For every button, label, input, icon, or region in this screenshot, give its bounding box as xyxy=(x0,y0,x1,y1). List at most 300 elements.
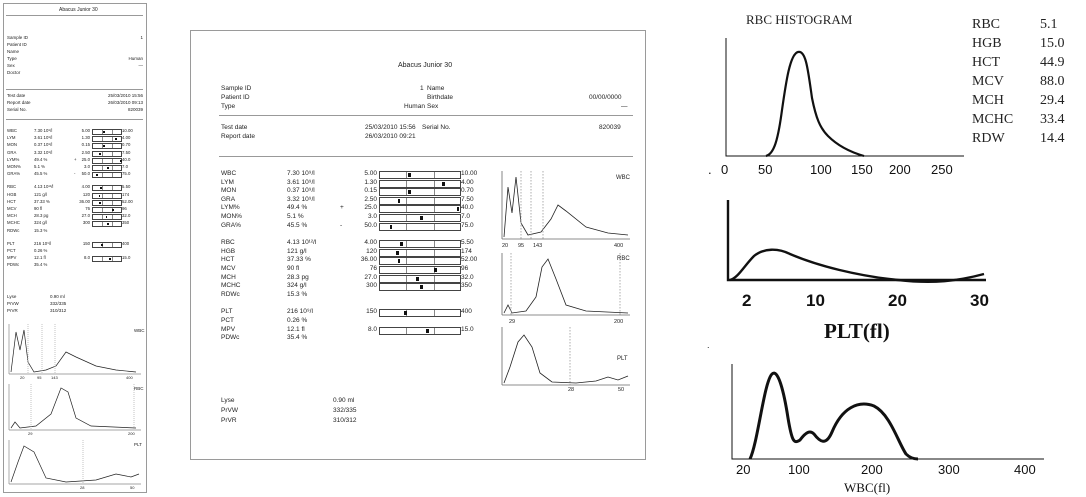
range-marker xyxy=(107,223,109,225)
index-value: 15.0 xyxy=(1040,36,1065,51)
param-value: 49.4 % xyxy=(34,156,48,162)
svg-text:29: 29 xyxy=(509,319,516,325)
range-marker xyxy=(112,209,114,211)
range-marker xyxy=(404,311,407,315)
label-sample-id: Sample ID xyxy=(221,85,252,92)
param-name: MCV xyxy=(221,265,236,272)
param-value: 35.4 % xyxy=(34,262,48,268)
param-flag: - xyxy=(340,221,343,229)
param-value: 15.3 % xyxy=(34,227,48,233)
param-name: MON xyxy=(221,187,237,195)
small-wbc-label: WBC xyxy=(134,328,145,333)
range-marker xyxy=(115,138,117,140)
param-low: 1.30 xyxy=(81,135,90,141)
param-name: RDWc xyxy=(221,290,240,298)
small-report-page xyxy=(3,3,147,493)
small-lyse-label: Lyse xyxy=(7,294,17,299)
svg-text:2: 2 xyxy=(742,291,752,310)
value-test-date: 25/03/2010 15:56 xyxy=(365,124,416,131)
small-label-patient-id: Patient ID xyxy=(7,42,27,47)
index-value: 33.4 xyxy=(1040,112,1065,127)
report-page xyxy=(190,30,646,460)
param-value: 3.61 10⁹/l xyxy=(287,178,315,186)
param-value: 121 g/l xyxy=(287,247,307,255)
small-prvw-value: 332/335 xyxy=(50,301,67,306)
param-low: 2.50 xyxy=(81,149,90,155)
rbc-histogram-chart xyxy=(708,10,966,190)
param-high: 5.50 xyxy=(122,184,131,190)
param-name: MCHC xyxy=(221,282,241,290)
small-label-sample-id: Sample ID xyxy=(7,35,29,40)
label-report-date: Report date xyxy=(221,133,255,140)
range-bar xyxy=(92,136,122,142)
param-value: 121 g/l xyxy=(34,191,47,197)
param-high: 52.00 xyxy=(461,256,478,264)
param-high: 7.50 xyxy=(461,195,474,203)
param-flag: + xyxy=(74,156,77,162)
prvr-value: 310/312 xyxy=(333,417,357,424)
index-name: HGB xyxy=(972,36,1002,51)
rbc-histogram xyxy=(502,253,630,325)
param-low: 25.0 xyxy=(364,204,377,212)
param-low: 0.15 xyxy=(364,187,377,195)
param-value: 324 g/l xyxy=(34,220,47,226)
small-label-doctor: Doctor xyxy=(7,70,21,75)
param-high: 7.50 xyxy=(122,149,131,155)
svg-text:250: 250 xyxy=(931,162,953,177)
param-value: 0.26 % xyxy=(34,248,48,253)
param-value: 90 fl xyxy=(287,265,300,272)
param-value: 7.30 10⁹/l xyxy=(287,170,315,177)
param-high: 40.0 xyxy=(461,204,474,212)
svg-text:.: . xyxy=(708,162,712,177)
param-high: 96 xyxy=(461,265,469,272)
range-bar xyxy=(92,200,122,206)
param-high: 5.50 xyxy=(461,239,474,247)
small-value-sample-id: 1 xyxy=(140,35,143,40)
svg-text:20: 20 xyxy=(736,462,751,477)
range-bar xyxy=(379,327,461,335)
index-value: 5.1 xyxy=(1040,17,1058,32)
param-name: LYM xyxy=(7,135,16,141)
value-type: Human xyxy=(404,103,425,110)
label-patient-id: Patient ID xyxy=(221,94,250,101)
param-value: 216 10⁹/l xyxy=(287,308,313,316)
range-bar xyxy=(92,165,122,171)
plt-histogram xyxy=(502,327,630,393)
index-name: MCH xyxy=(972,93,1004,108)
param-value: 3.61 10⁹/l xyxy=(34,135,53,141)
range-bar xyxy=(92,207,122,213)
param-name: MON% xyxy=(221,213,242,220)
wbc-axis-ticks xyxy=(736,462,1036,477)
svg-text:50: 50 xyxy=(758,162,773,177)
range-marker xyxy=(442,182,445,186)
range-marker xyxy=(100,187,102,189)
param-value: 7.30 10⁹/l xyxy=(34,128,53,133)
param-value: 15.3 % xyxy=(287,290,308,298)
param-value: 324 g/l xyxy=(287,282,307,290)
range-marker xyxy=(416,277,419,281)
plt-xlabel: PLT(fl) xyxy=(824,319,890,343)
param-high: 96 xyxy=(122,206,127,211)
range-bar xyxy=(379,171,461,179)
param-name: HCT xyxy=(221,256,235,264)
param-low: 27.0 xyxy=(364,273,377,281)
param-high: 32.0 xyxy=(122,213,131,219)
svg-text:0: 0 xyxy=(721,162,729,177)
small-label-sex: Sex xyxy=(7,63,15,68)
svg-text:20: 20 xyxy=(20,375,25,380)
svg-text:400: 400 xyxy=(614,243,624,249)
small-prvr-value: 310/312 xyxy=(50,308,67,313)
param-high: 350 xyxy=(461,282,472,290)
range-bar xyxy=(379,205,461,213)
range-marker xyxy=(457,207,460,211)
param-low: 300 xyxy=(366,282,377,290)
param-value: 4.13 10¹²/l xyxy=(34,184,54,190)
param-low: 3.0 xyxy=(84,164,90,169)
param-name: LYM% xyxy=(7,156,20,162)
range-bar xyxy=(379,223,461,231)
param-name: MON xyxy=(7,142,18,148)
param-name: PLT xyxy=(221,308,233,316)
small-prvr-label: PrVR xyxy=(7,308,18,313)
small-label-type: Type xyxy=(7,56,17,61)
param-low: 25.0 xyxy=(81,156,90,162)
index-value: 29.4 xyxy=(1040,93,1065,108)
param-name: RBC xyxy=(221,239,235,247)
param-name: GRA xyxy=(7,149,17,155)
svg-text:50: 50 xyxy=(618,387,625,393)
param-high: 174 xyxy=(122,191,130,197)
param-low: 120 xyxy=(366,247,377,255)
svg-text:150: 150 xyxy=(851,162,873,177)
range-marker xyxy=(390,225,393,229)
param-name: HCT xyxy=(7,198,16,204)
param-flag: + xyxy=(340,204,344,212)
report-title: Abacus Junior 30 xyxy=(398,62,453,69)
prvw-label: PrVW xyxy=(221,407,238,414)
range-marker xyxy=(408,190,411,194)
svg-text:30: 30 xyxy=(970,291,989,310)
label-name: Name xyxy=(427,85,445,92)
svg-text:400: 400 xyxy=(1014,462,1036,477)
rbc-hist-label: RBC xyxy=(617,256,630,262)
value-serial-no: 820039 xyxy=(599,124,621,131)
index-value: 44.9 xyxy=(1040,55,1065,70)
range-marker xyxy=(99,195,101,197)
svg-text:95: 95 xyxy=(37,375,42,380)
svg-text:100: 100 xyxy=(810,162,832,177)
value-birthdate: 00/00/0000 xyxy=(589,94,622,101)
param-high: 350 xyxy=(122,220,130,226)
param-name: GRA% xyxy=(221,221,241,229)
param-high: 0.70 xyxy=(461,187,474,195)
param-high: 0.70 xyxy=(122,142,131,148)
prvr-label: PrVR xyxy=(221,417,237,424)
svg-text:200: 200 xyxy=(128,431,135,436)
range-bar xyxy=(92,185,122,191)
index-name: MCHC xyxy=(972,112,1014,127)
param-value: 49.4 % xyxy=(287,204,308,212)
range-marker xyxy=(103,145,105,147)
param-value: 37.33 % xyxy=(34,198,50,204)
svg-text:20: 20 xyxy=(888,291,907,310)
small-rbc-hist xyxy=(9,384,144,436)
value-sex: — xyxy=(621,103,628,110)
param-low: 50.0 xyxy=(364,221,377,229)
small-plt-label: PLT xyxy=(134,442,142,447)
svg-text:28: 28 xyxy=(568,387,575,393)
param-low: 36.00 xyxy=(360,256,377,264)
param-value: 35.4 % xyxy=(287,334,308,342)
param-low: 76 xyxy=(369,265,377,272)
svg-text:28: 28 xyxy=(80,485,85,490)
param-name: RBC xyxy=(7,184,17,190)
range-marker xyxy=(96,174,98,176)
svg-text:100: 100 xyxy=(788,462,810,477)
small-value-report-date: 26/03/2010 09:13 xyxy=(107,100,143,105)
small-label-name: Name xyxy=(7,49,20,54)
range-marker xyxy=(99,153,101,155)
param-low: 36.00 xyxy=(79,198,90,204)
param-low: 5.00 xyxy=(81,128,90,133)
param-high: 7.0 xyxy=(122,164,128,169)
param-low: 4.00 xyxy=(364,239,377,247)
small-label-test-date: Test date xyxy=(7,93,26,98)
param-high: 75.0 xyxy=(122,171,131,177)
index-value: 14.4 xyxy=(1040,131,1065,146)
param-name: PCT xyxy=(221,317,234,324)
param-low: 0.15 xyxy=(81,142,90,148)
param-name: MON% xyxy=(7,164,21,169)
index-name: RDW xyxy=(972,131,1005,146)
label-type: Type xyxy=(221,103,236,110)
param-name: HGB xyxy=(7,191,17,197)
range-marker xyxy=(101,244,103,246)
param-value: 4.13 10¹²/l xyxy=(287,239,317,247)
param-low: 300 xyxy=(82,220,90,226)
svg-text:95: 95 xyxy=(518,243,525,249)
param-low: 8.0 xyxy=(367,325,377,333)
small-value-sex: — xyxy=(138,63,143,68)
plt-axis-ticks xyxy=(742,291,989,310)
param-value: 5.1 % xyxy=(287,213,304,220)
param-value: 45.5 % xyxy=(34,171,48,177)
wbc-chart xyxy=(718,362,1048,497)
wbc-histogram xyxy=(502,171,631,249)
small-value-serial: 820039 xyxy=(127,107,143,112)
param-name: MCH xyxy=(7,213,17,219)
range-bar xyxy=(92,221,122,227)
index-name: MCV xyxy=(972,74,1004,89)
param-value: 45.5 % xyxy=(287,221,308,229)
svg-text:200: 200 xyxy=(861,462,883,477)
small-value-type: Human xyxy=(128,56,143,61)
svg-text:29: 29 xyxy=(28,431,33,436)
param-high: 4.00 xyxy=(122,135,131,141)
small-prvw-label: PrVW xyxy=(7,301,19,306)
range-marker xyxy=(408,173,411,177)
small-plt-hist xyxy=(9,440,142,490)
param-name: PDWc xyxy=(7,262,20,268)
label-serial-no: Serial No. xyxy=(422,124,451,131)
range-marker xyxy=(398,259,401,263)
param-low: 150 xyxy=(366,308,377,316)
wbc-xlabel: WBC(fl) xyxy=(844,480,891,495)
svg-text:20: 20 xyxy=(502,243,509,249)
range-marker xyxy=(398,199,401,203)
param-name: MCH xyxy=(221,273,236,281)
param-high: 400 xyxy=(461,308,472,316)
small-wbc-hist xyxy=(9,324,145,380)
svg-text:143: 143 xyxy=(533,243,543,249)
param-low: 50.0 xyxy=(81,171,90,177)
range-bar xyxy=(379,197,461,205)
range-bar xyxy=(92,172,122,178)
prvw-value: 332/335 xyxy=(333,407,357,414)
param-high: 400 xyxy=(122,240,130,246)
param-value: 3.32 10⁹/l xyxy=(287,195,315,203)
param-value: 37.33 % xyxy=(287,256,311,264)
range-bar xyxy=(379,283,461,291)
param-high: 40.0 xyxy=(122,156,131,162)
index-value: 88.0 xyxy=(1040,74,1065,89)
param-name: MPV xyxy=(221,325,236,333)
param-high: 52.00 xyxy=(122,198,133,204)
param-value: 0.37 10⁹/l xyxy=(34,142,53,148)
param-high: 75.0 xyxy=(461,221,474,229)
report-histograms xyxy=(496,167,636,391)
range-bar xyxy=(92,242,122,248)
param-name: WBC xyxy=(7,128,18,133)
range-marker xyxy=(106,216,108,218)
value-sample-id: 1 xyxy=(420,85,424,92)
param-name: HGB xyxy=(221,247,236,255)
param-low: 8.0 xyxy=(84,255,90,261)
param-high: 15.0 xyxy=(122,255,131,261)
lyse-value: 0.90 ml xyxy=(333,397,355,404)
range-marker xyxy=(420,285,423,289)
param-high: 10.00 xyxy=(461,170,478,177)
param-high: 10.00 xyxy=(122,128,133,133)
svg-text:10: 10 xyxy=(806,291,825,310)
param-low: 76 xyxy=(85,206,90,211)
range-bar xyxy=(92,151,122,157)
param-low: 27.0 xyxy=(81,213,90,219)
param-low: 3.0 xyxy=(367,213,377,220)
param-high: 4.00 xyxy=(461,178,474,186)
param-name: GRA% xyxy=(7,171,21,177)
small-report-title: Abacus Junior 30 xyxy=(59,7,98,13)
param-name: PCT xyxy=(7,248,16,253)
svg-text:200: 200 xyxy=(889,162,911,177)
range-bar xyxy=(379,266,461,274)
param-high: 15.0 xyxy=(461,325,474,333)
range-bar xyxy=(379,214,461,222)
svg-text:143: 143 xyxy=(51,375,58,380)
range-marker xyxy=(396,251,399,255)
range-bar xyxy=(379,309,461,317)
param-low: 5.00 xyxy=(364,170,377,177)
label-test-date: Test date xyxy=(221,124,248,131)
param-low: 1.30 xyxy=(364,178,377,186)
range-marker xyxy=(109,258,111,260)
range-bar xyxy=(379,257,461,265)
param-name: LYM xyxy=(221,178,234,186)
small-rbc-label: RBC xyxy=(134,386,144,391)
rbc-axis-ticks xyxy=(721,162,953,177)
index-name: RBC xyxy=(972,17,1001,32)
range-marker xyxy=(107,167,109,169)
param-value: 216 10⁹/l xyxy=(34,240,52,246)
range-bar xyxy=(92,129,122,135)
value-report-date: 26/03/2010 09:21 xyxy=(365,133,416,140)
range-bar xyxy=(379,188,461,196)
small-lyse-value: 0.90 ml xyxy=(50,294,65,299)
range-bar xyxy=(379,180,461,188)
param-name: MCHC xyxy=(7,220,20,226)
range-bar xyxy=(379,275,461,283)
param-value: 28.3 pg xyxy=(34,213,49,219)
small-histograms xyxy=(6,322,144,490)
param-value: 0.26 % xyxy=(287,317,308,324)
plt-chart xyxy=(718,196,1018,346)
range-bar xyxy=(92,158,122,164)
param-value: 12.1 fl xyxy=(34,255,46,261)
param-value: 28.3 pg xyxy=(287,273,309,281)
range-bar xyxy=(92,193,122,199)
range-marker xyxy=(99,202,101,204)
range-marker xyxy=(420,216,423,220)
range-marker xyxy=(426,329,429,333)
svg-text:300: 300 xyxy=(938,462,960,477)
param-flag: - xyxy=(74,171,76,177)
param-high: 174 xyxy=(461,247,472,255)
small-label-serial: Serial No. xyxy=(7,107,27,112)
label-sex: Sex xyxy=(427,103,439,110)
range-bar xyxy=(379,249,461,257)
param-name: MPV xyxy=(7,255,17,261)
small-label-report-date: Report date xyxy=(7,100,31,105)
range-bar xyxy=(92,256,122,262)
range-bar xyxy=(379,240,461,248)
range-marker xyxy=(103,131,105,133)
index-name: HCT xyxy=(972,55,1000,70)
param-name: PLT xyxy=(7,240,15,246)
param-value: 0.37 10⁹/l xyxy=(287,187,315,195)
param-value: 90 fl xyxy=(34,206,43,211)
param-name: WBC xyxy=(221,170,237,177)
param-name: LYM% xyxy=(221,204,240,212)
small-value-test-date: 25/03/2010 15:56 xyxy=(107,93,143,98)
param-high: 7.0 xyxy=(461,213,471,220)
svg-text:400: 400 xyxy=(126,375,133,380)
wbc-hist-label: WBC xyxy=(616,175,630,181)
range-marker xyxy=(400,242,403,246)
plt-hist-label: PLT xyxy=(617,356,628,362)
lyse-label: Lyse xyxy=(221,397,235,404)
param-value: 12.1 fl xyxy=(287,325,305,333)
param-name: RDWc xyxy=(7,227,20,233)
range-marker xyxy=(434,268,437,272)
rbc-histogram-title: RBC HISTOGRAM xyxy=(746,12,853,27)
range-bar xyxy=(92,214,122,220)
param-value: 3.32 10⁹/l xyxy=(34,149,53,155)
svg-text:200: 200 xyxy=(614,319,624,325)
param-low: 150 xyxy=(82,240,90,246)
